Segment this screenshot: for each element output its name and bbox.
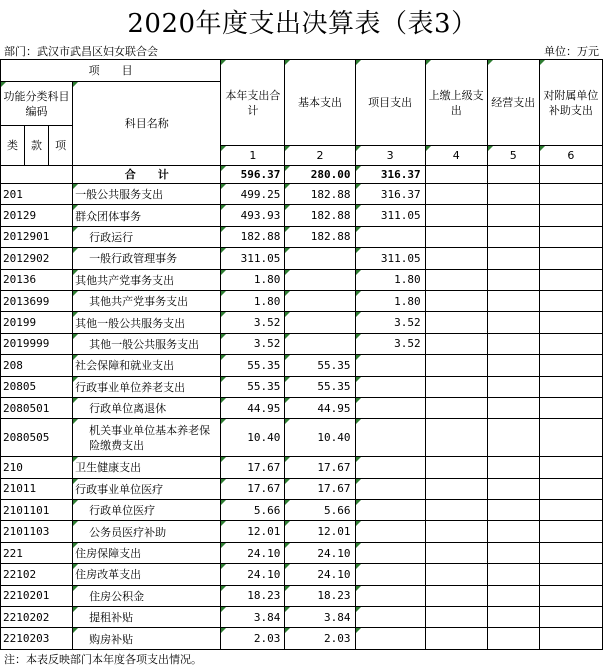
table-row: [1, 248, 603, 269]
row-project: [355, 628, 425, 649]
header-xiang: 项: [49, 126, 73, 166]
col-no-3: 3: [355, 146, 425, 166]
row-code: 2012901: [1, 226, 73, 247]
table-row: [1, 542, 603, 563]
row-business: [487, 521, 539, 542]
row-name: 其他一般公共服务支出: [73, 312, 221, 333]
row-upper: [425, 226, 487, 247]
row-business: [487, 397, 539, 418]
row-name: 行政单位离退休: [73, 397, 221, 418]
row-basic: 182.88: [285, 184, 355, 205]
row-subsidiary: [539, 355, 602, 376]
row-subsidiary: [539, 521, 602, 542]
row-subsidiary: [539, 269, 602, 290]
row-total: 182.88: [221, 226, 285, 247]
row-upper: [425, 397, 487, 418]
row-name: 一般行政管理事务: [73, 248, 221, 269]
row-basic: 55.35: [285, 355, 355, 376]
row-business: [487, 478, 539, 499]
row-business: [487, 419, 539, 457]
table-row: [1, 419, 603, 457]
row-upper: [425, 500, 487, 521]
table-row: [1, 184, 603, 205]
row-business: [487, 607, 539, 628]
col-no-2: 2: [285, 146, 355, 166]
row-project: [355, 542, 425, 563]
row-total: 1.80: [221, 290, 285, 311]
row-total: 24.10: [221, 564, 285, 585]
row-upper: [425, 521, 487, 542]
row-basic: [285, 312, 355, 333]
row-upper: [425, 269, 487, 290]
row-project: [355, 226, 425, 247]
table-row: [1, 478, 603, 499]
row-subsidiary: [539, 542, 602, 563]
row-code: 20136: [1, 269, 73, 290]
row-subsidiary: [539, 397, 602, 418]
row-total: 3.52: [221, 312, 285, 333]
row-total: 311.05: [221, 248, 285, 269]
row-total: 55.35: [221, 376, 285, 397]
header-item: 项 目: [1, 60, 221, 82]
row-upper: [425, 542, 487, 563]
row-code: 2210201: [1, 585, 73, 606]
row-basic: 24.10: [285, 542, 355, 563]
row-code: 2210202: [1, 607, 73, 628]
row-project: [355, 607, 425, 628]
row-name: 住房改革支出: [73, 564, 221, 585]
row-subsidiary: [539, 205, 602, 226]
header-business: 经营支出: [487, 60, 539, 146]
row-project: [355, 397, 425, 418]
row-basic: 55.35: [285, 376, 355, 397]
footnote: 注：本表反映部门本年度各项支出情况。: [4, 653, 202, 666]
row-basic: 17.67: [285, 478, 355, 499]
row-basic: 3.84: [285, 607, 355, 628]
row-subsidiary: [539, 478, 602, 499]
row-business: [487, 500, 539, 521]
row-business: [487, 457, 539, 478]
row-total: 18.23: [221, 585, 285, 606]
row-upper: [425, 457, 487, 478]
row-project: [355, 521, 425, 542]
row-subsidiary: [539, 248, 602, 269]
row-code: 21011: [1, 478, 73, 499]
row-upper: [425, 585, 487, 606]
row-upper: [425, 312, 487, 333]
row-code: 221: [1, 542, 73, 563]
table-row: [1, 628, 603, 649]
row-name: 机关事业单位基本养老保险缴费支出: [73, 419, 221, 457]
row-basic: 182.88: [285, 205, 355, 226]
row-business: [487, 226, 539, 247]
row-upper: [425, 564, 487, 585]
row-business: [487, 290, 539, 311]
row-subsidiary: [539, 585, 602, 606]
row-code: 20805: [1, 376, 73, 397]
row-basic: 24.10: [285, 564, 355, 585]
col-no-1: 1: [221, 146, 285, 166]
department-label: 部门：武汉市武昌区妇女联合会: [4, 45, 158, 58]
row-total: 10.40: [221, 419, 285, 457]
row-subsidiary: [539, 226, 602, 247]
row-project: 3.52: [355, 333, 425, 354]
summary-total: 596.37: [221, 166, 285, 184]
expenditure-table: [0, 59, 603, 650]
row-total: 499.25: [221, 184, 285, 205]
row-basic: [285, 333, 355, 354]
table-row: [1, 290, 603, 311]
unit-label: 单位：万元: [544, 45, 599, 58]
summary-label: 合 计: [73, 166, 221, 184]
row-total: 5.66: [221, 500, 285, 521]
row-code: 2019999: [1, 333, 73, 354]
row-total: 1.80: [221, 269, 285, 290]
row-business: [487, 564, 539, 585]
table-row: [1, 226, 603, 247]
row-name: 住房公积金: [73, 585, 221, 606]
row-code: 2080501: [1, 397, 73, 418]
row-basic: 44.95: [285, 397, 355, 418]
row-business: [487, 312, 539, 333]
row-upper: [425, 333, 487, 354]
row-total: 12.01: [221, 521, 285, 542]
row-upper: [425, 290, 487, 311]
row-name: 其他共产党事务支出: [73, 290, 221, 311]
row-subsidiary: [539, 628, 602, 649]
row-upper: [425, 478, 487, 499]
row-basic: [285, 290, 355, 311]
row-business: [487, 269, 539, 290]
row-total: 44.95: [221, 397, 285, 418]
row-name: 行政运行: [73, 226, 221, 247]
row-name: 行政事业单位养老支出: [73, 376, 221, 397]
row-subsidiary: [539, 290, 602, 311]
summary-project: 316.37: [355, 166, 425, 184]
row-name: 卫生健康支出: [73, 457, 221, 478]
header-subsidiary: 对附属单位补助支出: [539, 60, 602, 146]
row-basic: 17.67: [285, 457, 355, 478]
row-total: 3.84: [221, 607, 285, 628]
header-func-code: 功能分类科目编码: [1, 82, 73, 126]
row-name: 其他共产党事务支出: [73, 269, 221, 290]
row-project: [355, 478, 425, 499]
row-business: [487, 376, 539, 397]
row-upper: [425, 419, 487, 457]
table-row: [1, 521, 603, 542]
row-name: 社会保障和就业支出: [73, 355, 221, 376]
row-project: 3.52: [355, 312, 425, 333]
row-subsidiary: [539, 184, 602, 205]
col-no-5: 5: [487, 146, 539, 166]
summary-row: [1, 166, 603, 184]
row-business: [487, 542, 539, 563]
row-upper: [425, 376, 487, 397]
row-subsidiary: [539, 419, 602, 457]
row-code: 210: [1, 457, 73, 478]
row-business: [487, 585, 539, 606]
row-total: 3.52: [221, 333, 285, 354]
table-row: [1, 457, 603, 478]
row-code: 20129: [1, 205, 73, 226]
row-business: [487, 184, 539, 205]
row-name: 一般公共服务支出: [73, 184, 221, 205]
table-row: [1, 376, 603, 397]
row-project: [355, 585, 425, 606]
row-subsidiary: [539, 312, 602, 333]
row-upper: [425, 355, 487, 376]
header-lei: 类: [1, 126, 25, 166]
row-project: [355, 376, 425, 397]
row-total: 2.03: [221, 628, 285, 649]
row-upper: [425, 184, 487, 205]
row-subsidiary: [539, 376, 602, 397]
row-total: 17.67: [221, 457, 285, 478]
row-upper: [425, 205, 487, 226]
row-name: 行政事业单位医疗: [73, 478, 221, 499]
table-row: [1, 355, 603, 376]
row-subsidiary: [539, 457, 602, 478]
row-basic: 5.66: [285, 500, 355, 521]
col-no-4: 4: [425, 146, 487, 166]
row-upper: [425, 628, 487, 649]
row-upper: [425, 607, 487, 628]
row-project: [355, 419, 425, 457]
row-business: [487, 248, 539, 269]
row-code: 201: [1, 184, 73, 205]
row-basic: 182.88: [285, 226, 355, 247]
row-project: [355, 355, 425, 376]
table-row: [1, 205, 603, 226]
row-name: 其他一般公共服务支出: [73, 333, 221, 354]
col-no-6: 6: [539, 146, 602, 166]
row-name: 群众团体事务: [73, 205, 221, 226]
row-project: 1.80: [355, 290, 425, 311]
row-code: 2080505: [1, 419, 73, 457]
row-total: 17.67: [221, 478, 285, 499]
row-total: 493.93: [221, 205, 285, 226]
table-row: [1, 564, 603, 585]
row-business: [487, 333, 539, 354]
row-code: 2210203: [1, 628, 73, 649]
row-code: 20199: [1, 312, 73, 333]
row-business: [487, 205, 539, 226]
row-name: 购房补贴: [73, 628, 221, 649]
row-business: [487, 355, 539, 376]
header-subject-name: 科目名称: [73, 82, 221, 166]
row-name: 行政单位医疗: [73, 500, 221, 521]
row-code: 22102: [1, 564, 73, 585]
row-basic: 12.01: [285, 521, 355, 542]
table-row: [1, 269, 603, 290]
row-project: 311.05: [355, 205, 425, 226]
summary-basic: 280.00: [285, 166, 355, 184]
row-total: 24.10: [221, 542, 285, 563]
row-code: 2101103: [1, 521, 73, 542]
row-basic: 18.23: [285, 585, 355, 606]
header-basic: 基本支出: [285, 60, 355, 146]
row-project: 311.05: [355, 248, 425, 269]
row-project: [355, 500, 425, 521]
row-upper: [425, 248, 487, 269]
table-row: [1, 500, 603, 521]
page-title: 2020年度支出决算表（表3）: [127, 9, 478, 39]
row-code: 2012902: [1, 248, 73, 269]
header-total: 本年支出合计: [221, 60, 285, 146]
table-row: [1, 312, 603, 333]
row-code: 2101101: [1, 500, 73, 521]
row-subsidiary: [539, 333, 602, 354]
row-basic: [285, 269, 355, 290]
row-subsidiary: [539, 564, 602, 585]
row-project: 316.37: [355, 184, 425, 205]
row-code: 2013699: [1, 290, 73, 311]
table-row: [1, 397, 603, 418]
table-row: [1, 607, 603, 628]
row-project: [355, 564, 425, 585]
row-subsidiary: [539, 607, 602, 628]
row-name: 公务员医疗补助: [73, 521, 221, 542]
row-name: 住房保障支出: [73, 542, 221, 563]
row-project: 1.80: [355, 269, 425, 290]
row-project: [355, 457, 425, 478]
row-code: 208: [1, 355, 73, 376]
row-basic: [285, 248, 355, 269]
row-basic: 2.03: [285, 628, 355, 649]
header-upper: 上缴上级支出: [425, 60, 487, 146]
row-total: 55.35: [221, 355, 285, 376]
table-row: [1, 333, 603, 354]
row-basic: 10.40: [285, 419, 355, 457]
row-business: [487, 628, 539, 649]
table-row: [1, 585, 603, 606]
row-name: 提租补贴: [73, 607, 221, 628]
header-project: 项目支出: [355, 60, 425, 146]
row-subsidiary: [539, 500, 602, 521]
header-kuan: 款: [25, 126, 49, 166]
